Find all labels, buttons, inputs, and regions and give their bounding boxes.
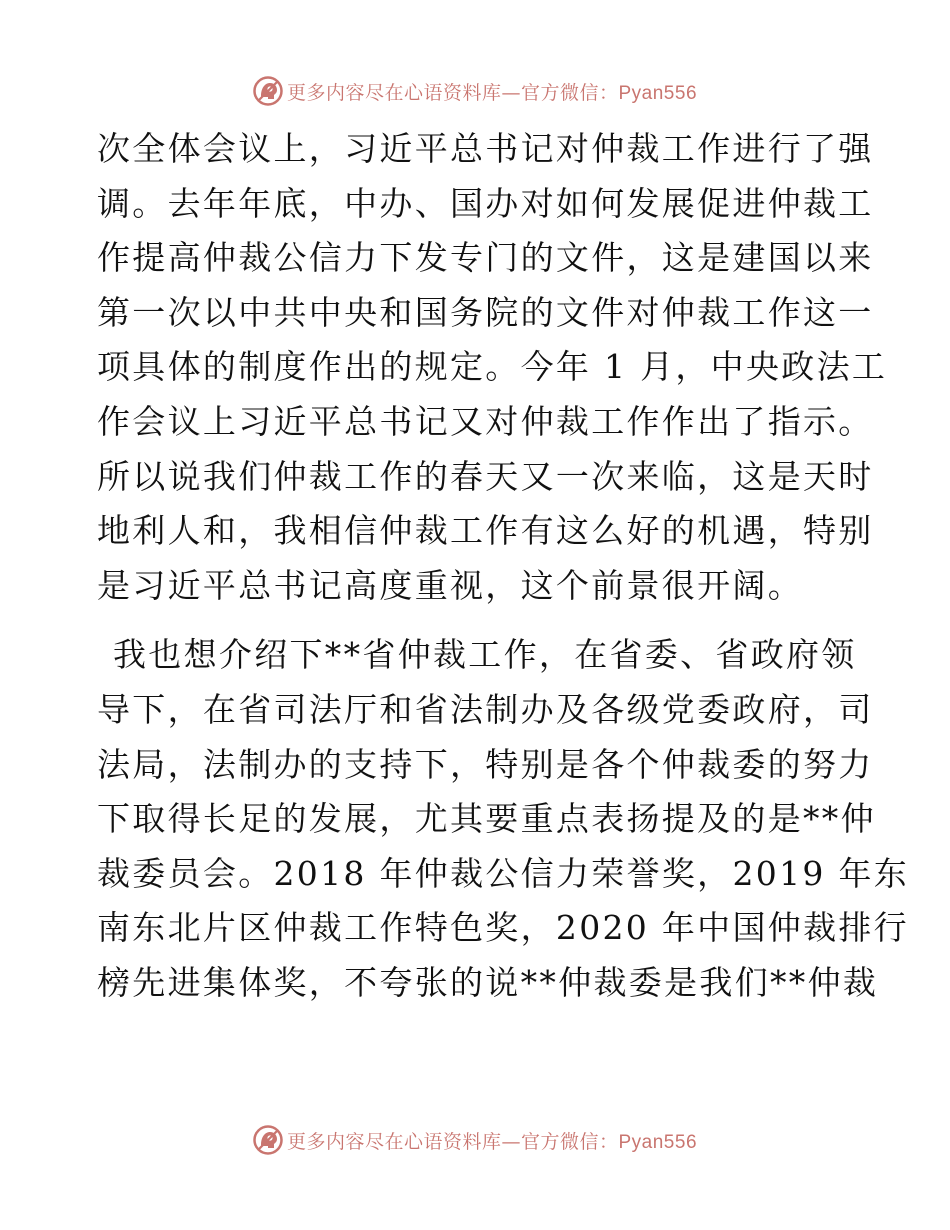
footer-banner-inner (253, 1125, 697, 1155)
footer-banner-text-id: Pyan556 (618, 1131, 698, 1153)
footer-banner (0, 1123, 950, 1157)
paragraph-line: 作提高仲裁公信力下发专门的文件，这是建国以来 (97, 238, 874, 278)
paragraph-line: 次全体会议上，习近平总书记对仲裁工作进行了强 (97, 129, 874, 168)
paragraph-line: 导下，在省司法厅和省法制办及各级党委政府，司 (97, 689, 874, 729)
document-body (97, 122, 910, 1011)
footer-banner-text-cn: 更多内容尽在心语资料库—官方微信： (286, 1130, 619, 1153)
footer-banner-text (287, 1127, 697, 1154)
paragraph-line: 地利人和，我相信仲裁工作有这么好的机遇，特别 (97, 511, 874, 551)
header-banner (0, 74, 950, 108)
paragraph-line: 调。去年年底，中办、国办对如何发展促进仲裁工 (97, 183, 874, 223)
header-banner-text-id: Pyan556 (618, 82, 698, 104)
header-banner-inner (253, 76, 697, 106)
header-banner-text (287, 78, 697, 105)
paragraph-line: 法局，法制办的支持下，特别是各个仲裁委的努力 (97, 744, 874, 784)
brain-head-logo-icon (253, 76, 283, 106)
paragraph-2 (97, 628, 910, 1010)
paragraph-line: 裁委员会。2018 年仲裁公信力荣誉奖，2019 年东 (97, 853, 910, 893)
paragraph-line: 项具体的制度作出的规定。今年 1 月，中央政法工 (97, 347, 888, 387)
paragraph-line: 我也想介绍下**省仲裁工作，在省委、省政府领 (113, 635, 857, 675)
paragraph-1 (97, 122, 888, 613)
paragraph-line: 南东北片区仲裁工作特色奖，2020 年中国仲裁排行 (97, 908, 909, 948)
paragraph-line: 所以说我们仲裁工作的春天又一次来临，这是天时 (97, 456, 874, 496)
paragraph-line: 下取得长足的发展，尤其要重点表扬提及的是**仲 (97, 799, 876, 839)
paragraph-line: 作会议上习近平总书记又对仲裁工作作出了指示。 (97, 401, 874, 441)
header-banner-text-cn: 更多内容尽在心语资料库—官方微信： (286, 81, 619, 104)
paragraph-line: 榜先进集体奖，不夸张的说**仲裁委是我们**仲裁 (97, 962, 879, 1002)
paragraph-spacer (97, 613, 857, 628)
paragraph-line: 第一次以中共中央和国务院的文件对仲裁工作这一 (97, 292, 874, 332)
brain-head-logo-icon (253, 1125, 283, 1155)
paragraph-line: 是习近平总书记高度重视，这个前景很开阔。 (97, 565, 803, 605)
